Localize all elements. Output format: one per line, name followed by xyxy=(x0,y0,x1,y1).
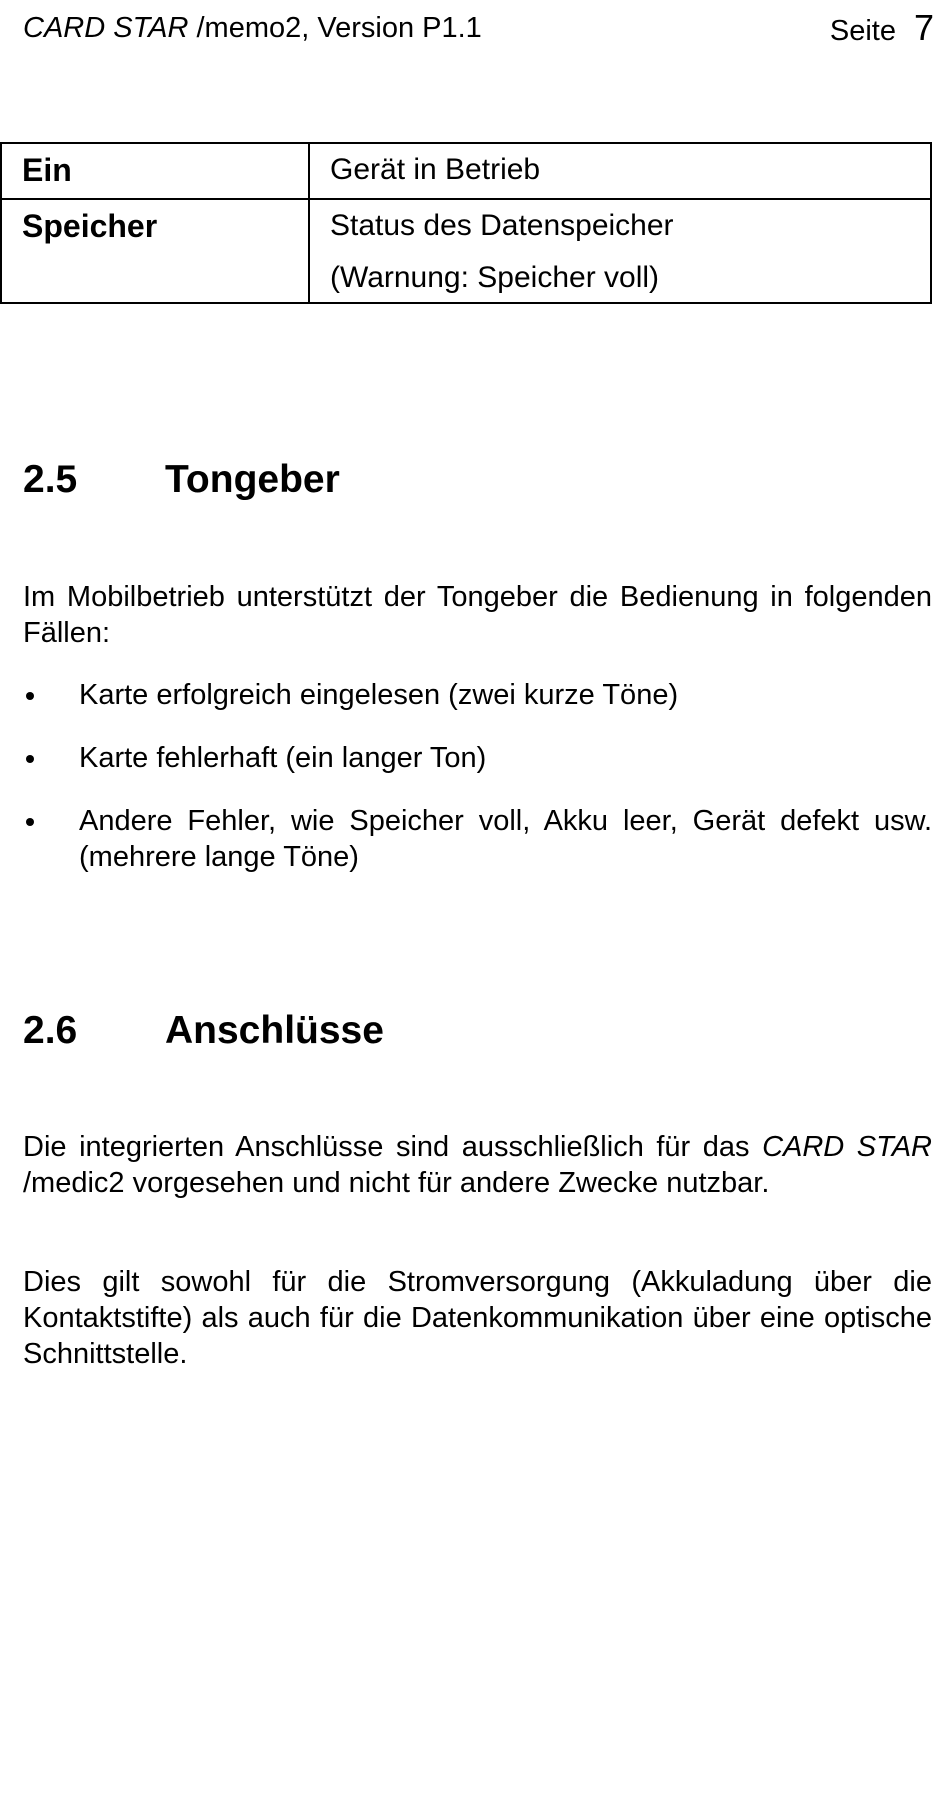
section-heading-anschluesse xyxy=(23,1006,384,1056)
table-value-cell: Gerät in Betrieb xyxy=(309,143,931,199)
list-item xyxy=(23,677,932,713)
document-title xyxy=(23,4,482,52)
page-number: 7 xyxy=(913,7,934,48)
bullet-icon xyxy=(26,692,34,700)
section-title: Tongeber xyxy=(165,458,340,501)
list-item-text: Karte erfolgreich eingelesen (zwei kurze Töne) xyxy=(79,679,679,711)
section-number: 2.6 xyxy=(23,1009,78,1052)
product-name: CARD STAR xyxy=(762,1131,932,1163)
table-label-cell: Ein xyxy=(1,143,309,199)
anschluesse-paragraph-2: Dies gilt sowohl für die Stromversorgung (Akkuladung über die Kontaktstifte) als auch für die Datenkommunikation über eine optische Schnittstelle. xyxy=(23,1266,932,1370)
section-heading-tongeber xyxy=(23,455,340,505)
document-version: /memo2, Version P1.1 xyxy=(188,12,482,44)
list-item-text: Andere Fehler, wie Speicher voll, Akku leer, Gerät defekt usw. (mehrere lange Töne) xyxy=(79,805,932,873)
section-title: Anschlüsse xyxy=(165,1009,384,1052)
page-indicator xyxy=(830,4,934,55)
table-row xyxy=(1,143,931,199)
page-label: Seite xyxy=(829,15,896,47)
table-value-line: Status des Datenspeicher xyxy=(330,209,674,242)
table-value-line: (Warnung: Speicher voll) xyxy=(330,261,660,294)
table-label-cell: Speicher xyxy=(1,199,309,303)
table-row xyxy=(1,199,931,303)
list-item xyxy=(23,740,932,776)
paragraph-text: /medic2 vorgesehen und nicht für andere Zwecke nutzbar. xyxy=(23,1167,770,1199)
table-value-cell xyxy=(309,199,931,303)
paragraph-text: Die integrierten Anschlüsse sind ausschließlich für das xyxy=(23,1131,763,1163)
list-item-text: Karte fehlerhaft (ein langer Ton) xyxy=(79,742,487,774)
status-table xyxy=(0,142,932,304)
page-header xyxy=(23,4,934,52)
tongeber-intro-paragraph: Im Mobilbetrieb unterstützt der Tongeber die Bedienung in folgenden Fällen: xyxy=(23,581,932,649)
bullet-icon xyxy=(26,818,34,826)
section-number: 2.5 xyxy=(23,458,78,501)
bullet-icon xyxy=(26,755,34,763)
list-item xyxy=(23,803,932,875)
tongeber-bullet-list xyxy=(23,677,932,902)
product-name: CARD STAR xyxy=(23,12,189,44)
anschluesse-paragraph-1 xyxy=(23,1129,932,1201)
